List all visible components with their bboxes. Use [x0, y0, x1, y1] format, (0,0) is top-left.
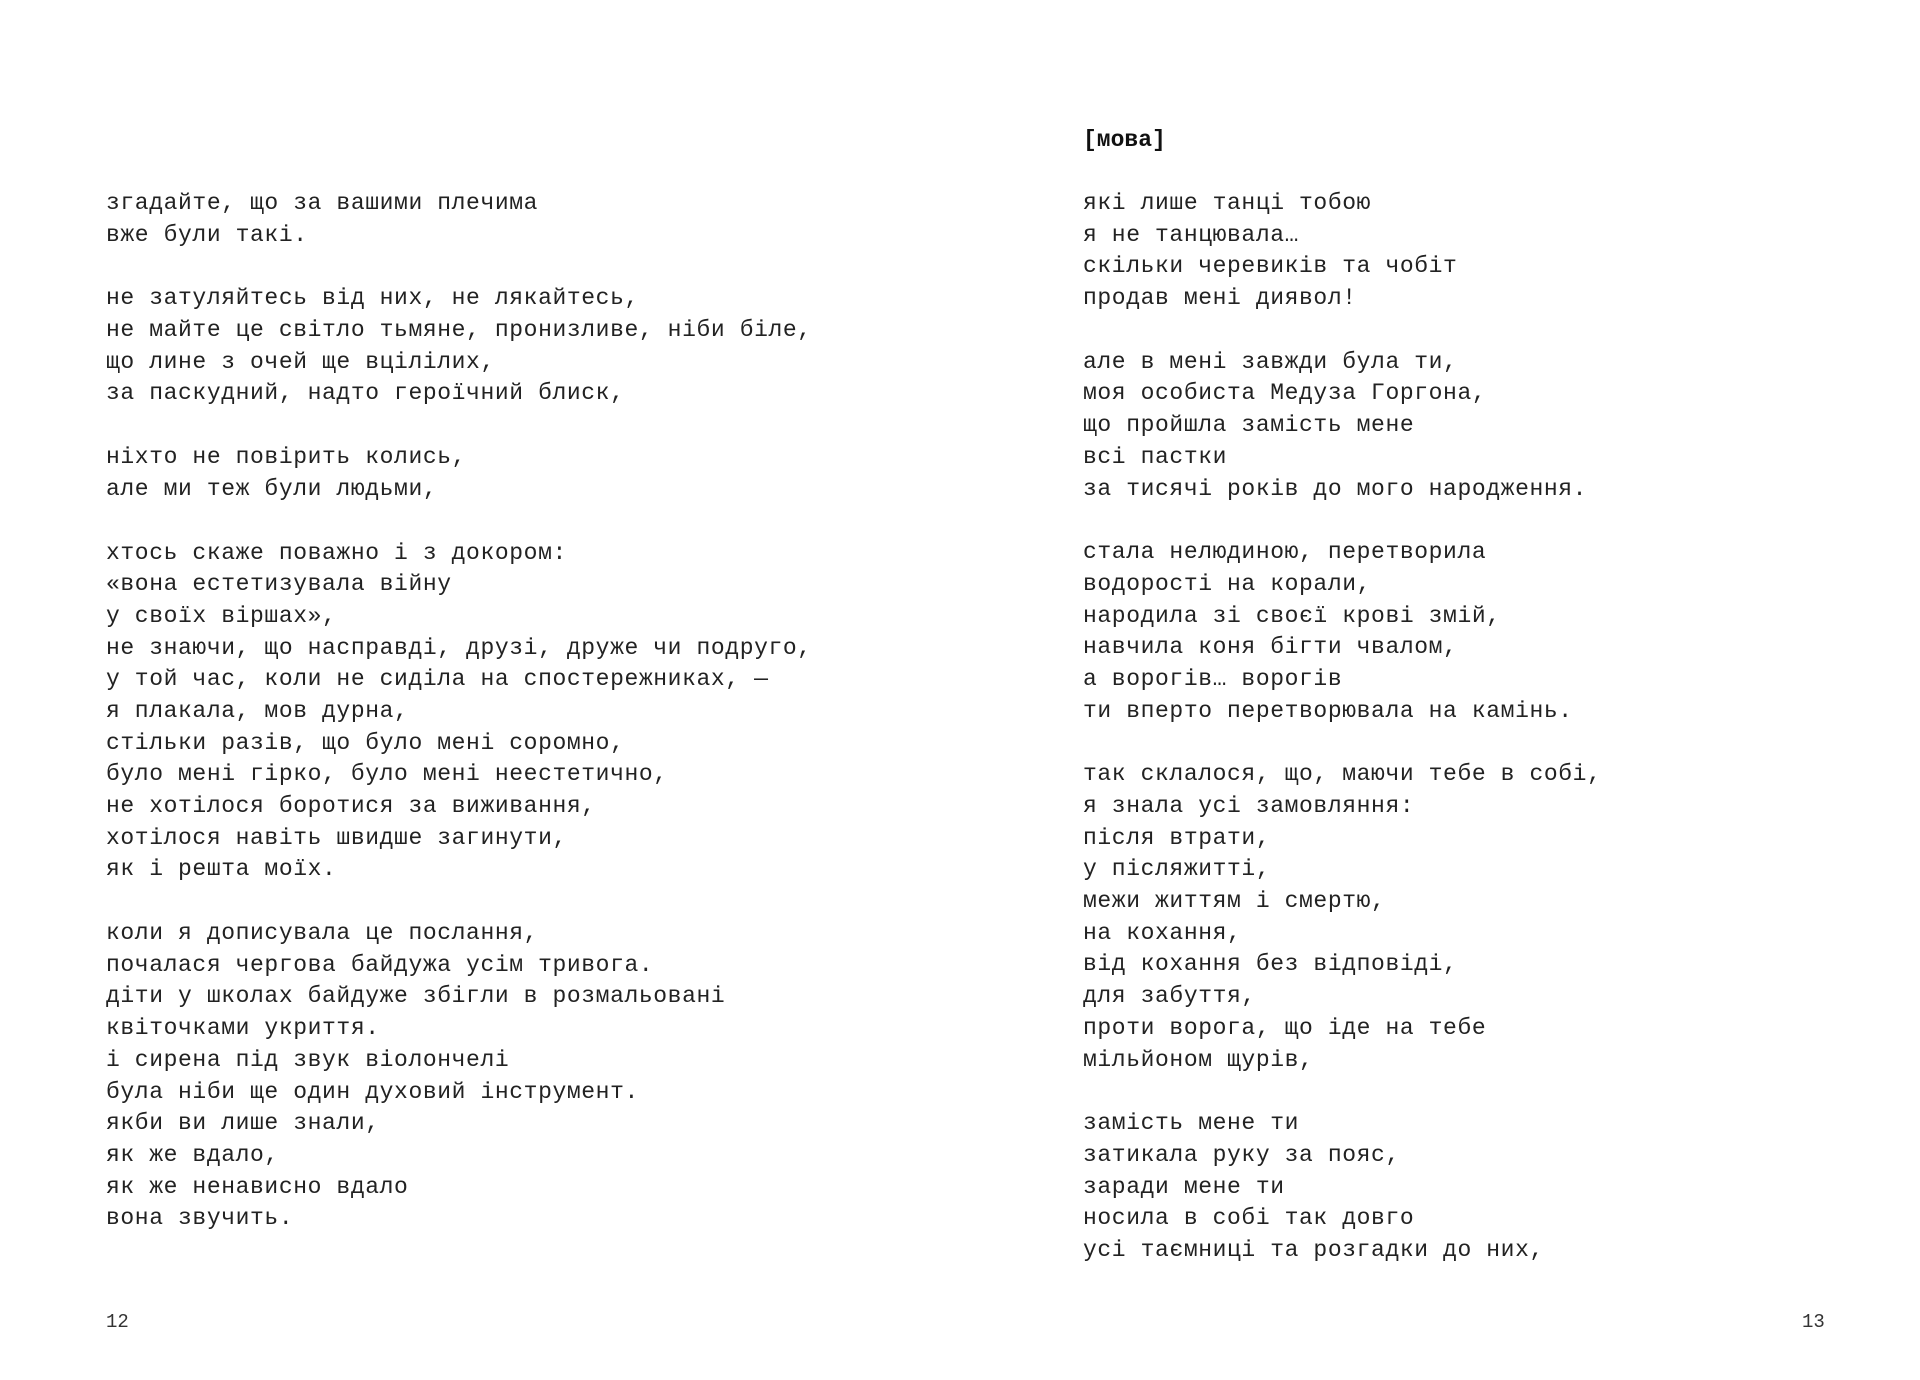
poem-line: у своїх віршах», [106, 602, 337, 629]
stanza [1083, 188, 1601, 315]
poem-line: що лине з очей ще вцілілих, [106, 348, 495, 375]
poem-line: хотілося навіть швидше загинути, [106, 824, 567, 851]
stanza [1083, 347, 1601, 505]
poem-line: «вона естетизувала війну [106, 571, 452, 598]
poem-line: як і решта моїх. [106, 856, 337, 883]
poem-line: почалася чергова байдужа усім тривога. [106, 951, 654, 978]
poem-line: вона звучить. [106, 1205, 294, 1232]
poem-line: згадайте, що за вашими плечима [106, 190, 539, 216]
page-number-left: 12 [106, 1311, 129, 1333]
poem-line: проти ворога, що іде на тебе [1083, 1014, 1487, 1041]
poem-line: водорості на корали, [1083, 570, 1372, 597]
poem-line: я знала усі замовляння: [1083, 793, 1415, 819]
poem-line: так склалося, що, маючи тебе в собі, [1083, 761, 1602, 788]
stanza [1083, 759, 1601, 1076]
poem-line: не хотілося боротися за виживання, [106, 793, 596, 819]
poem-line: квіточками укриття. [106, 1015, 380, 1042]
poem-line: ти вперто перетворювала на камінь. [1083, 697, 1573, 724]
stanza [1083, 1108, 1601, 1266]
stanza [1083, 537, 1601, 727]
poem-line: у післяжитті, [1083, 856, 1271, 883]
poem-line: навчила коня бігти чвалом, [1083, 634, 1458, 661]
poem-line: на кохання, [1083, 919, 1242, 946]
poem-line: всі пастки [1083, 443, 1228, 470]
poem-line: після втрати, [1083, 824, 1271, 851]
poem-line: не затуляйтесь від них, не лякайтесь, [106, 285, 639, 312]
poem-line: була ніби ще один духовий інструмент. [106, 1078, 639, 1105]
poem-line: продав мені диявол! [1083, 285, 1357, 312]
poem-line: ніхто не повірить колись, [106, 444, 467, 471]
poem-title: [мова] [1083, 127, 1166, 153]
poem-line: як же ненависно вдало [106, 1173, 409, 1200]
poem-right [1083, 188, 1601, 1299]
poem-line: діти у школах байдуже збігли в розмальовані [106, 983, 726, 1010]
poem-line: для забуття, [1083, 983, 1256, 1010]
poem-line: хтось скаже поважно і з докором: [106, 539, 567, 566]
poem-line: у той час, коли не сиділа на спостережниках, — [106, 666, 769, 693]
poem-line: але ми теж були людьми, [106, 475, 438, 502]
poem-line: було мені гірко, було мені неестетично, [106, 761, 668, 788]
poem-line: від кохання без відповіді, [1083, 951, 1458, 978]
poem-line: мільйоном щурів, [1083, 1046, 1314, 1073]
poem-line: як же вдало, [106, 1141, 279, 1168]
poem-line: я не танцювала… [1083, 221, 1300, 248]
poem-line: скільки черевиків та чобіт [1083, 253, 1458, 280]
stanza [106, 283, 812, 410]
poem-line: які лише танці тобою [1083, 190, 1372, 216]
poem-line: що пройшла замість мене [1083, 412, 1415, 439]
stanza [106, 188, 812, 251]
poem-line: не майте це світло тьмяне, пронизливе, ніби біле, [106, 317, 812, 344]
poem-line: і сирена під звук віолончелі [106, 1046, 510, 1073]
poem-line: коли я дописувала це послання, [106, 920, 539, 947]
right-page [960, 0, 1920, 1380]
poem-line: затикала руку за пояс, [1083, 1141, 1400, 1168]
poem-left [106, 188, 812, 1267]
page-number-right: 13 [1802, 1311, 1825, 1333]
poem-line: а ворогів… ворогів [1083, 665, 1343, 692]
stanza [106, 442, 812, 505]
stanza [106, 918, 812, 1235]
poem-line: моя особиста Медуза Горгона, [1083, 380, 1487, 407]
poem-line: не знаючи, що насправді, друзі, друже чи подруго, [106, 634, 812, 661]
poem-line: за тисячі років до мого народження. [1083, 475, 1588, 502]
poem-line: якби ви лише знали, [106, 1110, 380, 1137]
poem-line: я плакала, мов дурна, [106, 697, 409, 724]
poem-line: народила зі своєї крові змій, [1083, 602, 1501, 629]
poem-line: межи життям і смертю, [1083, 888, 1386, 915]
poem-line: стала нелюдиною, перетворила [1083, 539, 1487, 566]
poem-line: замість мене ти [1083, 1110, 1300, 1137]
poem-line: за паскудний, надто героїчний блиск, [106, 380, 625, 407]
stanza [106, 538, 812, 887]
poem-line: заради мене ти [1083, 1173, 1285, 1200]
poem-line: стільки разів, що було мені соромно, [106, 729, 625, 756]
poem-line: але в мені завжди була ти, [1083, 348, 1458, 375]
poem-line: вже були такі. [106, 221, 308, 248]
poem-line: носила в собі так довго [1083, 1205, 1415, 1232]
poem-line: усі таємниці та розгадки до них, [1083, 1236, 1544, 1263]
